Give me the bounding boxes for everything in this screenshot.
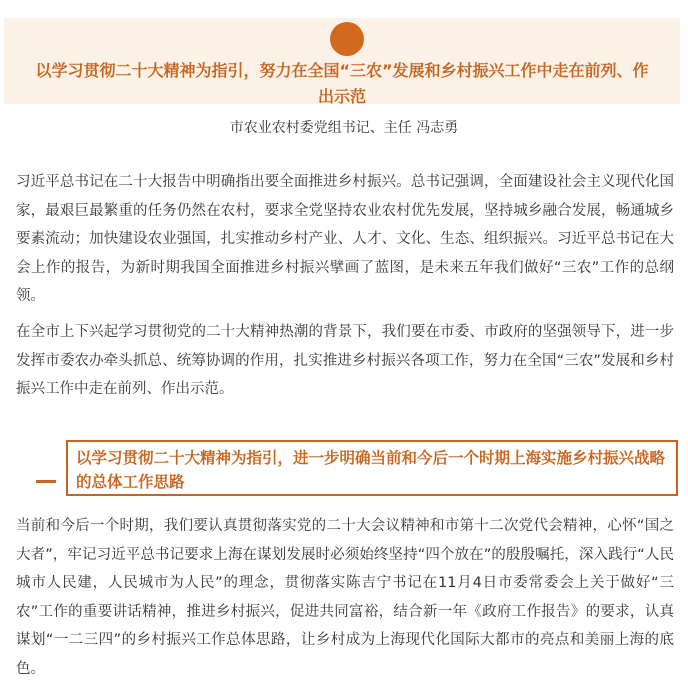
author-byline: 市农业农村委党组书记、主任 冯志勇 bbox=[229, 120, 459, 136]
section-number-dash bbox=[36, 480, 56, 483]
section-heading-text: 以学习贯彻二十大精神为指引，进一步明确当前和今后一个时期上海实施乡村振兴战略的总体工作思路 bbox=[76, 449, 666, 491]
decorative-dot bbox=[330, 22, 364, 56]
article-title: 以学习贯彻二十大精神为指引，努力在全国“三农”发展和乡村振兴工作中走在前列、作出示范 bbox=[35, 61, 649, 106]
paragraph-2: 在全市上下兴起学习贯彻党的二十大精神热潮的背景下，我们要在市委、市政府的坚强领导下，进一步发挥市委农办牵头抓总、统筹协调的作用，扎实推进乡村振兴各项工作，努力在全国“三农”发展和乡村振兴工作中走在前列、作出示范。 bbox=[16, 324, 674, 397]
section-heading-box bbox=[66, 440, 678, 496]
paragraph-3: 当前和今后一个时期，我们要认真贯彻落实党的二十大会议精神和市第十二次党代会精神，心怀“国之大者”，牢记习近平总书记要求上海在谋划发展时必须始终坚持“四个放在”的殷殷嘱托，深入践行“人民城市人民建，人民城市为人民”的理念，贯彻落实陈吉宁书记在11月4日市委常委会上关于做好“三农”工作的重要讲话精神，推进乡村振兴，促进共同富裕，结合新一年《政府工作报告》的要求，认真谋划“一二三四”的乡村振兴工作总体思路，让乡村成为上海现代化国际大都市的亮点和美丽上海的底色。 bbox=[16, 518, 674, 677]
title-card bbox=[4, 18, 680, 104]
section-heading bbox=[8, 440, 680, 498]
paragraph-1: 习近平总书记在二十大报告中明确指出要全面推进乡村振兴。总书记强调，全面建设社会主义现代化国家，最艰巨最繁重的任务仍然在农村，要求全党坚持农业农村优先发展，坚持城乡融合发展，畅通城乡要素流动；加快建设农业强国，扎实推动乡村产业、人才、文化、生态、组织振兴。习近平总书记在大会上作的报告，为新时期我国全面推进乡村振兴擘画了蓝图，是未来五年我们做好“三农”工作的总纲领。 bbox=[16, 174, 674, 304]
